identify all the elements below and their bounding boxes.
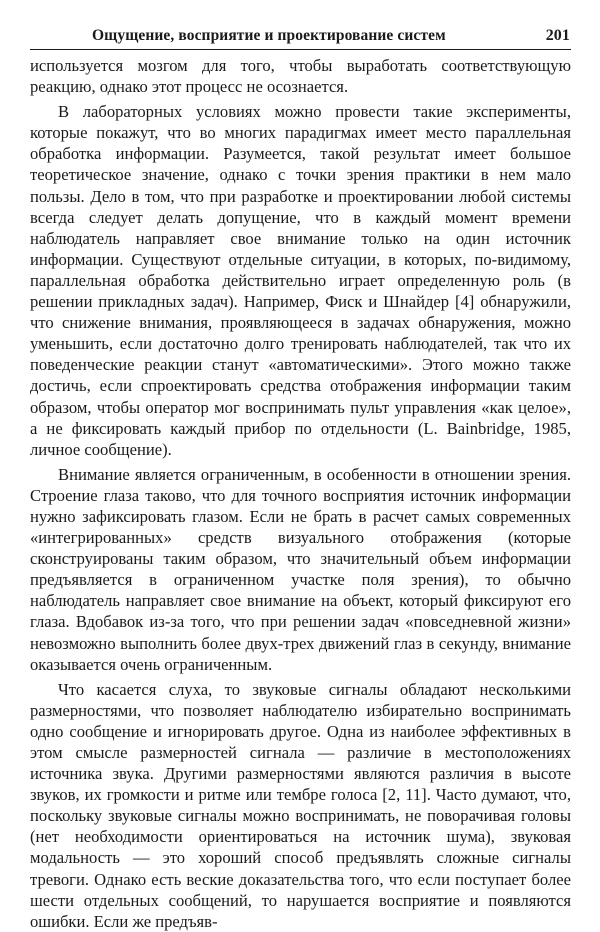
running-title: Ощущение, восприятие и проектирование систем: [92, 27, 446, 44]
paragraph: В лабораторных условиях можно провести такие эксперименты, которые покажут, что во многих парадигмах имеет место параллельная обработка информации. Разумеется, такой результат имеет большое теоретическое значение, однако с точки зрения практики в нем мало пользы. Дело в том, что при разработке и проектировании любой системы всегда следует делать допущение, что в каждый момент времени наблюдатель направляет свое внимание только на один источник информации. Существуют отдельные ситуации, в которых, по-видимому, параллельная обработка действительно играет определенную роль (в решении прикладных задач). Например, Фиск и Шнайдер [4] обнаружили, что снижение внимания, проявляющееся в задачах обнаружения, можно уменьшить, если достаточно долго тренировать наблюдателей, так что их поведенческие реакции станут «автоматическими». Этого можно также достичь, если спроектировать средства отображения информации таким образом, чтобы оператор мог воспринимать пульт управления «как целое», а не фиксировать каждый прибор по отдельности (L. Bainbridge, 1985, личное сообщение).: [30, 102, 571, 459]
body-text: [30, 55, 571, 932]
paragraph: Внимание является ограниченным, в особенности в отношении зрения. Строение глаза таково, что для точного восприятия источник информации нужно зафиксировать глазом. Если не брать в расчет самых современных «интегрированных» средств визуального отображения (которые сконструированы таким образом, что значительный объем информации предъявляется в ограниченном участке поля зрения), то обычно наблюдатель направляет свое внимание на объект, который фиксируют его глаза. Вдобавок из-за того, что при решении задач «повседневной жизни» невозможно выполнить более двух-трех движений глаз в секунду, внимание оказывается очень ограниченным.: [30, 464, 571, 674]
page-number: 201: [545, 27, 570, 44]
running-header: [30, 26, 571, 50]
paragraph: Что касается слуха, то звуковые сигналы обладают несколькими размерностями, что позволяет наблюдателю избирательно воспринимать одно сообщение и игнорировать другое. Одна из наиболее эффективных в этом смысле размерностей сигнала — различие в местоположениях источника звука. Другими размерностями являются различия в высоте звуков, их громкости и ритме или тембре голоса [2, 11]. Часто думают, что, поскольку звуковые сигналы можно воспринимать, не поворачивая головы (нет необходимости ориентироваться на источник шума), звуковая модальность — это хороший способ предъявлять сложные сигналы тревоги. Однако есть веские доказательства того, что если поступает более шести отдельных сообщений, то нарушается восприятие и появляются ошибки. Если же предъяв-: [30, 679, 571, 931]
paragraph-continued: используется мозгом для того, чтобы выработать соответствующую реакцию, однако этот процесс не осознается.: [30, 56, 571, 97]
book-page: [30, 26, 571, 932]
